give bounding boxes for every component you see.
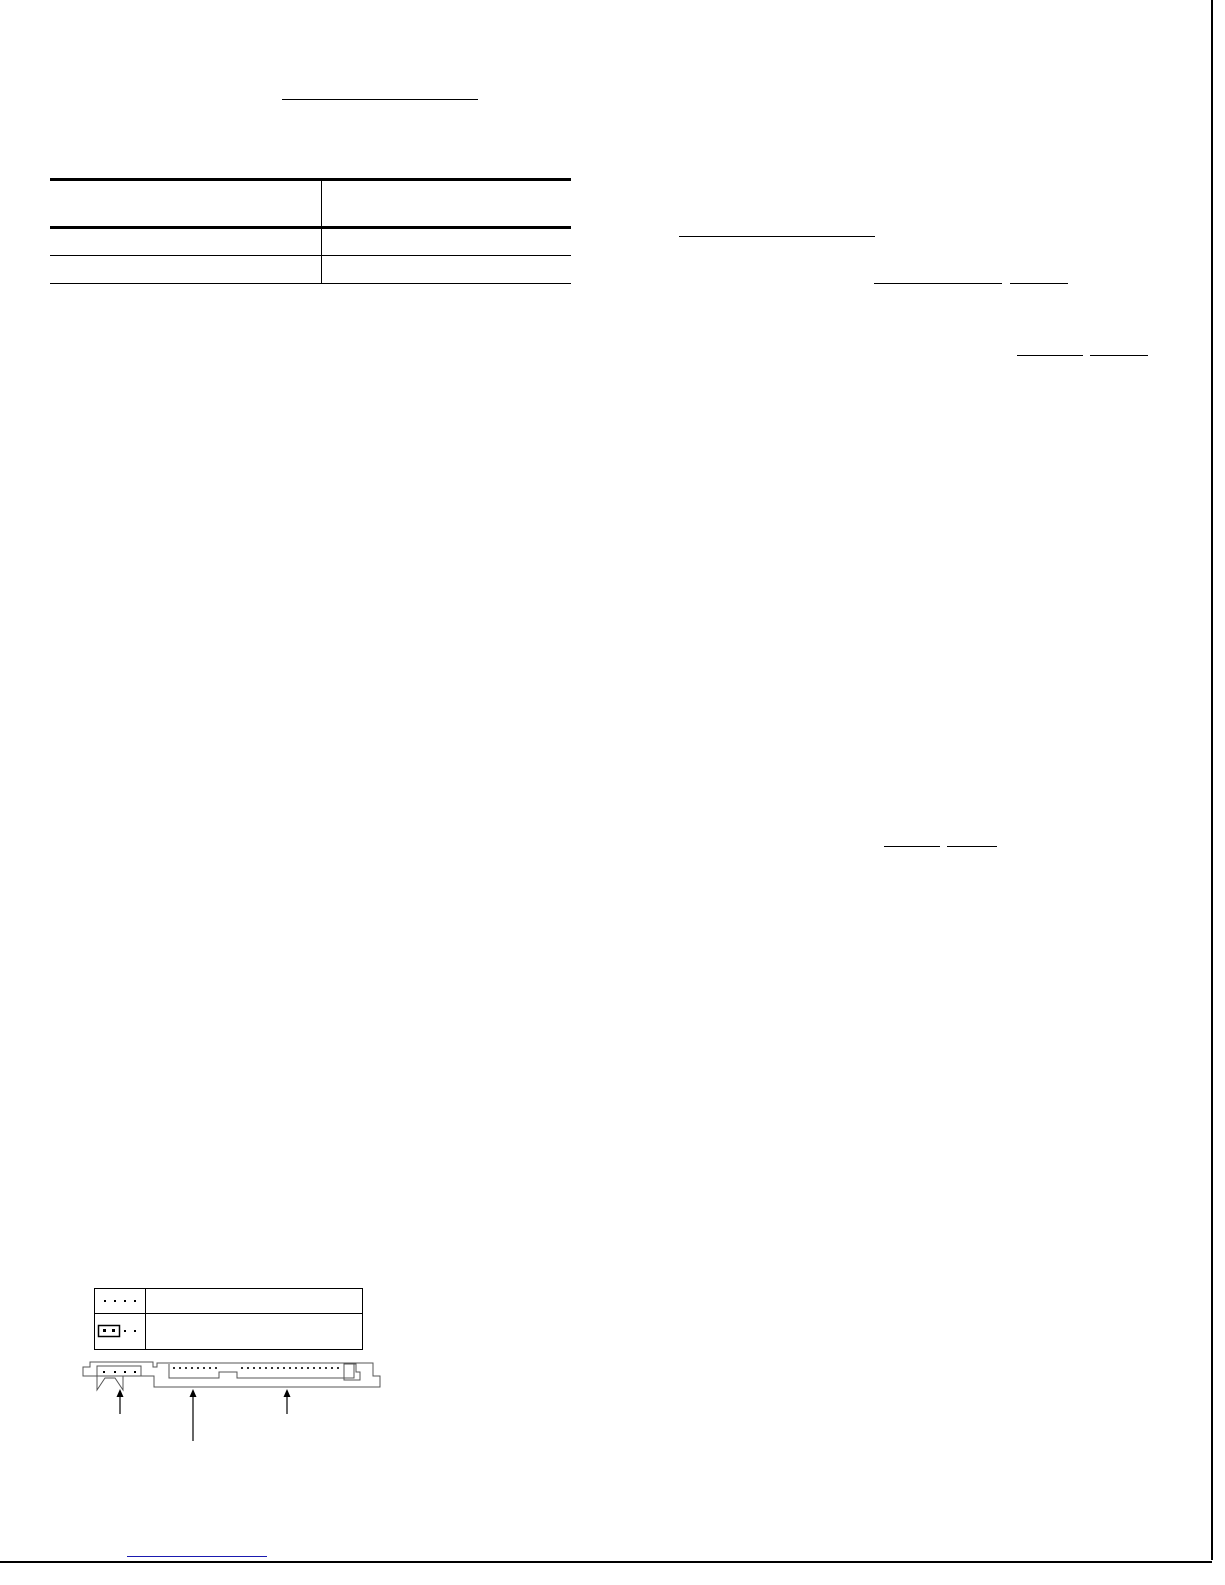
- right-link-3[interactable]: [1010, 283, 1068, 284]
- table-bottom-rule: [50, 283, 571, 284]
- section-heading-link[interactable]: [282, 99, 478, 100]
- connector-diagram: [75, 1280, 385, 1450]
- right-link-4[interactable]: [1017, 355, 1083, 356]
- right-link-2[interactable]: [874, 283, 1002, 284]
- drive-rear-connectors: [83, 1362, 380, 1390]
- table-header-rule: [50, 226, 571, 229]
- jumper-row-2-pins: [99, 1326, 137, 1337]
- bottom-page-edge: [0, 1561, 1212, 1563]
- right-link-5[interactable]: [1090, 355, 1148, 356]
- power-connector-pins: [103, 1371, 136, 1373]
- interface-connector-pins: [241, 1367, 339, 1369]
- jumper-block-pins: [173, 1367, 217, 1369]
- jumper-row-1-pins: [104, 1300, 136, 1302]
- callout-arrow-jumper: [190, 1389, 197, 1441]
- right-link-1[interactable]: [679, 236, 875, 237]
- footer-link[interactable]: [127, 1556, 267, 1557]
- jumper-settings-box: [95, 1289, 363, 1350]
- table-column-divider: [321, 181, 322, 284]
- table-row-rule: [50, 255, 571, 256]
- callout-arrow-power: [117, 1389, 124, 1414]
- right-page-edge: [1211, 0, 1213, 1560]
- callout-arrow-interface: [284, 1389, 291, 1414]
- right-link-6[interactable]: [884, 846, 940, 847]
- right-link-7[interactable]: [947, 846, 997, 847]
- table-top-rule: [50, 178, 571, 181]
